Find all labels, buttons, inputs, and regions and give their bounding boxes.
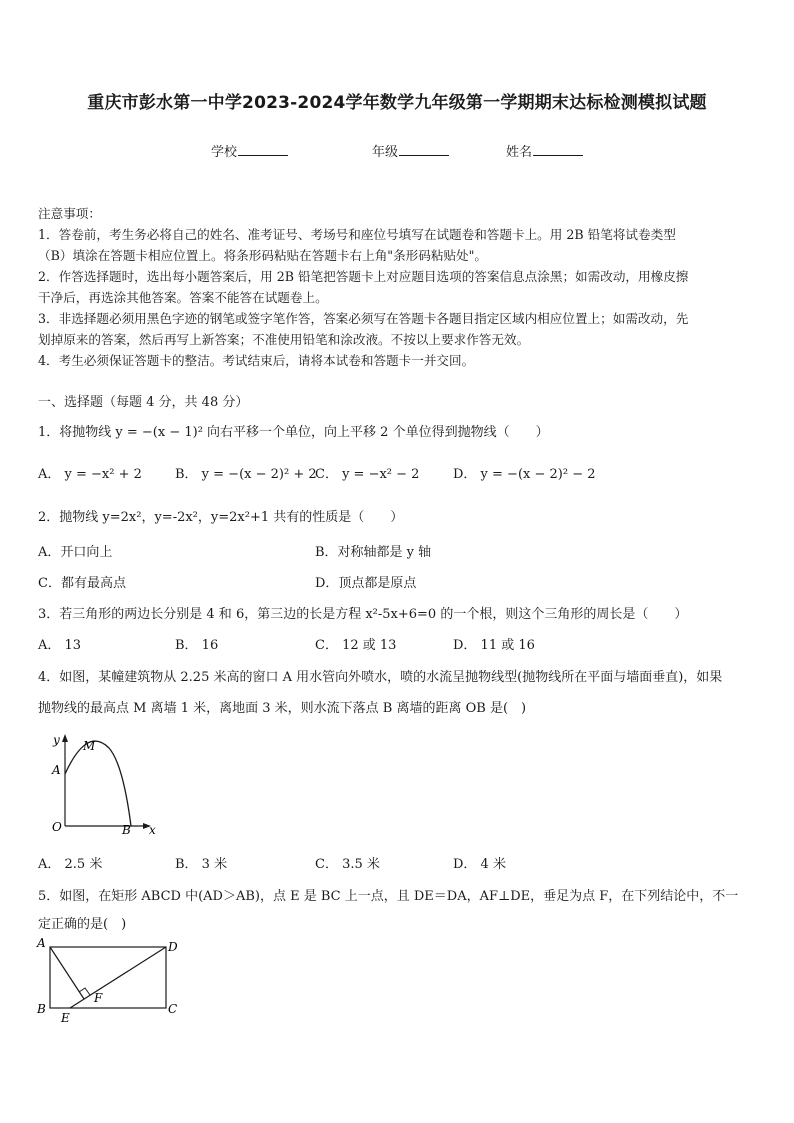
q4-option-c: C． 3.5 米: [315, 857, 380, 872]
label-b: B: [122, 823, 131, 837]
q2-option-d: D．顶点都是原点: [315, 576, 417, 591]
page-title: 重庆市彭水第一中学2023-2024学年数学九年级第一学期期末达标检测模拟试题: [87, 93, 707, 113]
question-5-stem-line-2: 定正确的是( ): [38, 917, 127, 932]
notes-line: 4．考生必须保证答题卡的整洁。考试结束后，请将本试卷和答题卡一并交回。: [38, 353, 475, 368]
q2-option-c: C．都有最高点: [38, 576, 126, 591]
label-x: x: [149, 823, 156, 837]
notes-line: 3．非选择题必须用黑色字迹的钢笔或签字笔作答，答案必须写在答题卡各题目指定区域内相应位置上；如需改动，先: [38, 311, 689, 326]
label-d: D: [168, 940, 178, 954]
school-blank: [238, 143, 288, 156]
question-3-stem: 3．若三角形的两边长分别是 4 和 6，第三边的长是方程 x²-5x+6=0 的一个根，则这个三角形的周长是（ ）: [38, 607, 688, 622]
q4-option-b: B． 3 米: [175, 857, 228, 872]
name-field: [506, 141, 583, 160]
label-f: F: [94, 991, 103, 1005]
segment-de: [70, 947, 166, 1008]
q3-option-d: D． 11 或 16: [453, 638, 535, 653]
grade-field: [372, 141, 449, 160]
notes-line: 2．作答选择题时，选出每小题答案后，用 2B 铅笔把答题卡上对应题目选项的答案信息点涂黑；如需改动，用橡皮擦: [38, 269, 689, 284]
label-y: y: [53, 733, 60, 747]
parabola-curve: [65, 741, 131, 826]
label-o: O: [52, 820, 62, 834]
label-b: B: [37, 1002, 46, 1016]
question-2-stem: 2．抛物线 y=2x²，y=-2x²，y=2x²+1 共有的性质是（ ）: [38, 510, 404, 525]
question-1-stem: 1．将抛物线 y = −(x − 1)² 向右平移一个单位，向上平移 2 个单位得到抛物线（ ）: [38, 425, 549, 440]
q4-option-d: D． 4 米: [453, 857, 506, 872]
section-heading: 一、选择题（每题 4 分，共 48 分）: [38, 395, 249, 410]
question-5-stem-line-1: 5．如图，在矩形 ABCD 中(AD＞AB)，点 E 是 BC 上一点，且 DE＝DA，AF⊥DE，垂足为点 F，在下列结论中，不一: [38, 889, 739, 904]
label-e: E: [61, 1011, 70, 1025]
rectangle-figure: [33, 935, 183, 1027]
notes-heading: 注意事项：: [38, 206, 101, 221]
school-label: 学校: [211, 145, 238, 160]
q3-option-a: A． 13: [38, 638, 82, 653]
label-c: C: [168, 1002, 178, 1016]
parabola-figure: [45, 730, 165, 838]
grade-label: 年级: [372, 145, 399, 160]
notes-line: （B）填涂在答题卡相应位置上。将条形码粘贴在答题卡右上角"条形码粘贴处"。: [38, 248, 488, 263]
label-a: A: [52, 763, 61, 777]
name-label: 姓名: [506, 145, 533, 160]
question-4-stem-line-2: 抛物线的最高点 M 离墙 1 米，离地面 3 米，则水流下落点 B 离墙的距离 OB 是( ): [38, 701, 527, 716]
q1-option-c: C． y = −x² − 2: [315, 467, 420, 482]
school-field: [211, 141, 288, 160]
label-a: A: [37, 936, 46, 950]
notes-line: 干净后，再选涂其他答案。答案不能答在试题卷上。: [38, 290, 328, 305]
label-m: M: [83, 739, 96, 753]
y-axis-arrow: [62, 734, 68, 742]
q1-option-b: B． y = −(x − 2)² + 2: [175, 467, 317, 482]
notes-line: 划掉原来的答案，然后再写上新答案；不准使用铅笔和涂改液。不按以上要求作答无效。: [38, 332, 530, 347]
q2-option-b: B．对称轴都是 y 轴: [315, 545, 432, 560]
notes-line: 1．答卷前，考生务必将自己的姓名、准考证号、考场号和座位号填写在试题卷和答题卡上。用 2B 铅笔将试卷类型: [38, 227, 676, 242]
q4-option-a: A． 2.5 米: [38, 857, 103, 872]
q1-option-d: D． y = −(x − 2)² − 2: [453, 467, 596, 482]
question-4-stem-line-1: 4．如图，某幢建筑物从 2.25 米高的窗口 A 用水管向外喷水，喷的水流呈抛物线型(抛物线所在平面与墙面垂直)，如果: [38, 670, 723, 685]
q2-option-a: A．开口向上: [38, 545, 113, 560]
grade-blank: [399, 143, 449, 156]
q3-option-b: B． 16: [175, 638, 219, 653]
segment-af: [50, 947, 84, 999]
q1-option-a: A． y = −x² + 2: [38, 467, 142, 482]
rectangle-abcd: [50, 947, 166, 1008]
q3-option-c: C． 12 或 13: [315, 638, 397, 653]
name-blank: [533, 143, 583, 156]
